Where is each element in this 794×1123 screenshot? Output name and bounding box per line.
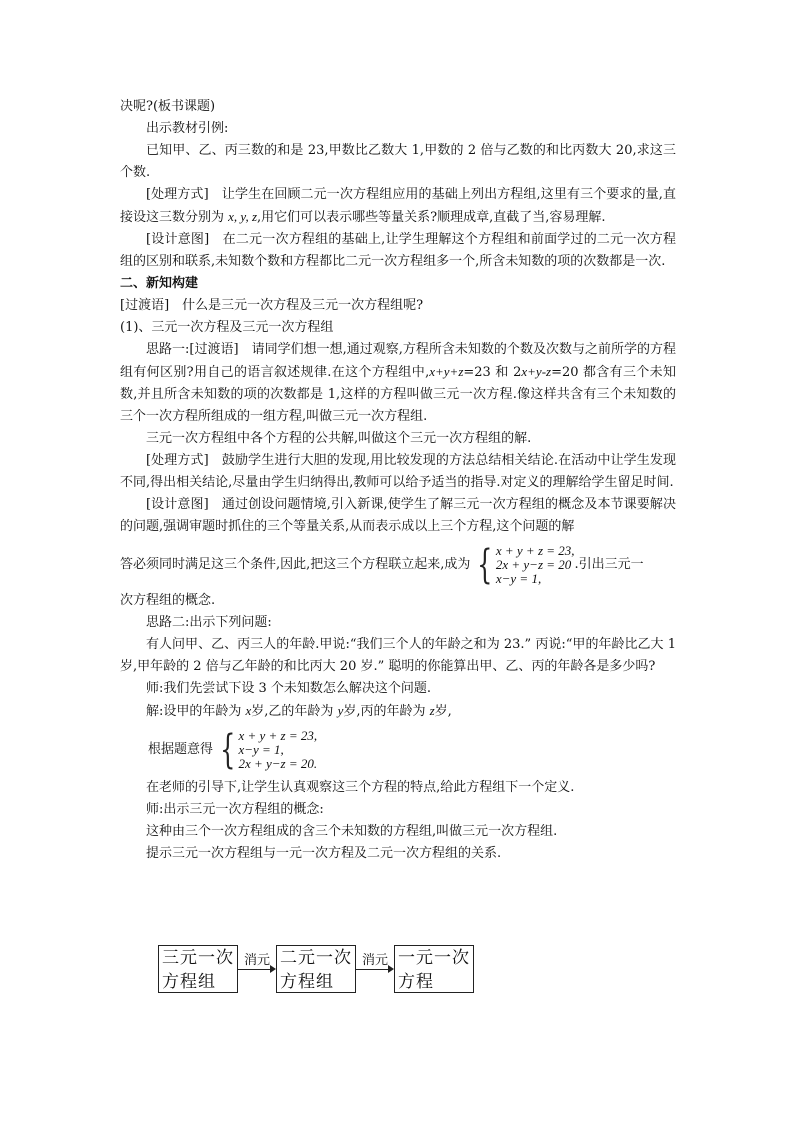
para-example-problem: 已知甲、乙、丙三数的和是 23,甲数比乙数大 1,甲数的 2 倍与乙数的和比丙数大 20,求这三个数. [120,143,676,180]
elimination-flow-diagram [158,945,474,993]
para-age-problem: 有人问甲、乙、丙三人的年龄.甲说:“我们三个人的年龄之和为 23.” 丙说:“甲的年龄比乙大 1 岁,甲年龄的 2 倍与乙年龄的和比丙大 20 岁.” 聪明的你能算出甲、乙、丙的年龄各是多少吗? [120,637,676,674]
para-handling-1: [处理方式] 让学生在回顾二元一次方程组应用的基础上列出方程组,这里有三个要求的量,直接设这三数分别为 x, y, z,用它们可以表示哪些等量关系?顺理成章,直截了当,容易理解. [120,187,676,225]
para-subheading: (1)、三元一次方程及三元一次方程组 [120,320,334,335]
equation-system-2: { x + y + z = 23, x−y = 1, 2x + y−z = 20. [220,727,318,773]
arrow-right-icon [388,965,394,973]
para-intro-end: 决呢?(板书课题) [120,99,216,114]
brace-symbol: { [220,727,236,773]
para-teacher-2: 师:出示三元一次方程组的概念: [146,802,324,817]
flow-box-three-var: 三元一次 方程组 [158,945,238,993]
para-solution-definition: 三元一次方程组中各个方程的公共解,叫做这个三元一次方程组的解. [146,431,532,446]
arrow-right-icon [270,965,276,973]
flow-arrow-1: 消元 [238,945,276,993]
flow-box-one-var: 一元一次 方程 [394,945,474,993]
section-heading: 二、新知构建 [120,276,199,291]
flow-box-two-var: 二元一次 方程组 [276,945,356,993]
document-body [120,96,676,865]
para-design-2: [设计意图] 通过创设问题情境,引入新课,使学生了解三元一次方程组的概念及本节课要解决的问题,强调审题时抓住的三个等量关系,从而表示成以上三个方程,这个问题的解 [120,497,676,534]
para-idea-2: 思路二:出示下列问题: [146,615,272,630]
para-handling-2: [处理方式] 鼓励学生进行大胆的发现,用比较发现的方法总结相关结论.在活动中让学生发现不同,得出相关结论,尽量由学生归纳得出,教师可以给予适当的指导.对定义的理解给学生留足时间. [120,453,676,490]
equation-system-1: { x + y + z = 23, 2x + y−z = 20 x−y = 1, [477,542,575,588]
para-concept-intro: 次方程组的概念. [120,593,216,608]
para-idea-1: 思路一:[过渡语] 请同学们想一想,通过观察,方程所含未知数的个数及次数与之前所学的方程组有何区别?用自己的语言叙述规律.在这个方程组中,x+y+z=23 和 2x+y-z=20 都含有三个未知数,并且所含未知数的项的次数都是 1,这样的方程叫做三元一次方程.像这样共含有三个未知数的三个一次方程所组成的一组方程,叫做三元一次方程组. [120,342,676,424]
para-definition: 这种由三个一次方程组成的含三个未知数的方程组,叫做三元一次方程组. [146,824,558,839]
para-relation-hint: 提示三元一次方程组与一元一次方程及二元一次方程组的关系. [146,846,502,861]
para-show-example: 出示教材引例: [146,121,229,136]
flow-arrow-2: 消元 [356,945,394,993]
para-transition: [过渡语] 什么是三元一次方程及三元一次方程组呢? [120,298,424,313]
brace-symbol: { [477,542,493,588]
para-guidance: 在老师的引导下,让学生认真观察这三个方程的特点,给此方程组下一个定义. [146,780,575,795]
para-design-2-cont: 答必须同时满足这三个条件,因此,把这三个方程联立起来,成为 { x + y + z = 23, 2x + y−z = 20 x−y = 1, .引出三元一 [120,542,644,588]
para-design-1: [设计意图] 在二元一次方程组的基础上,让学生理解这个方程组和前面学过的二元一次方程组的区别和联系,未知数个数和方程都比二元一次方程组多一个,所含未知数的项的次数都是一次. [120,232,676,269]
para-teacher-1: 师:我们先尝试下设 3 个未知数怎么解决这个问题. [146,681,432,696]
para-solution-setup: 解:设甲的年龄为 x岁,乙的年龄为 y岁,丙的年龄为 z岁, [146,703,452,719]
para-equation-setup: 根据题意得 { x + y + z = 23, x−y = 1, 2x + y−z = 20. [148,727,318,773]
